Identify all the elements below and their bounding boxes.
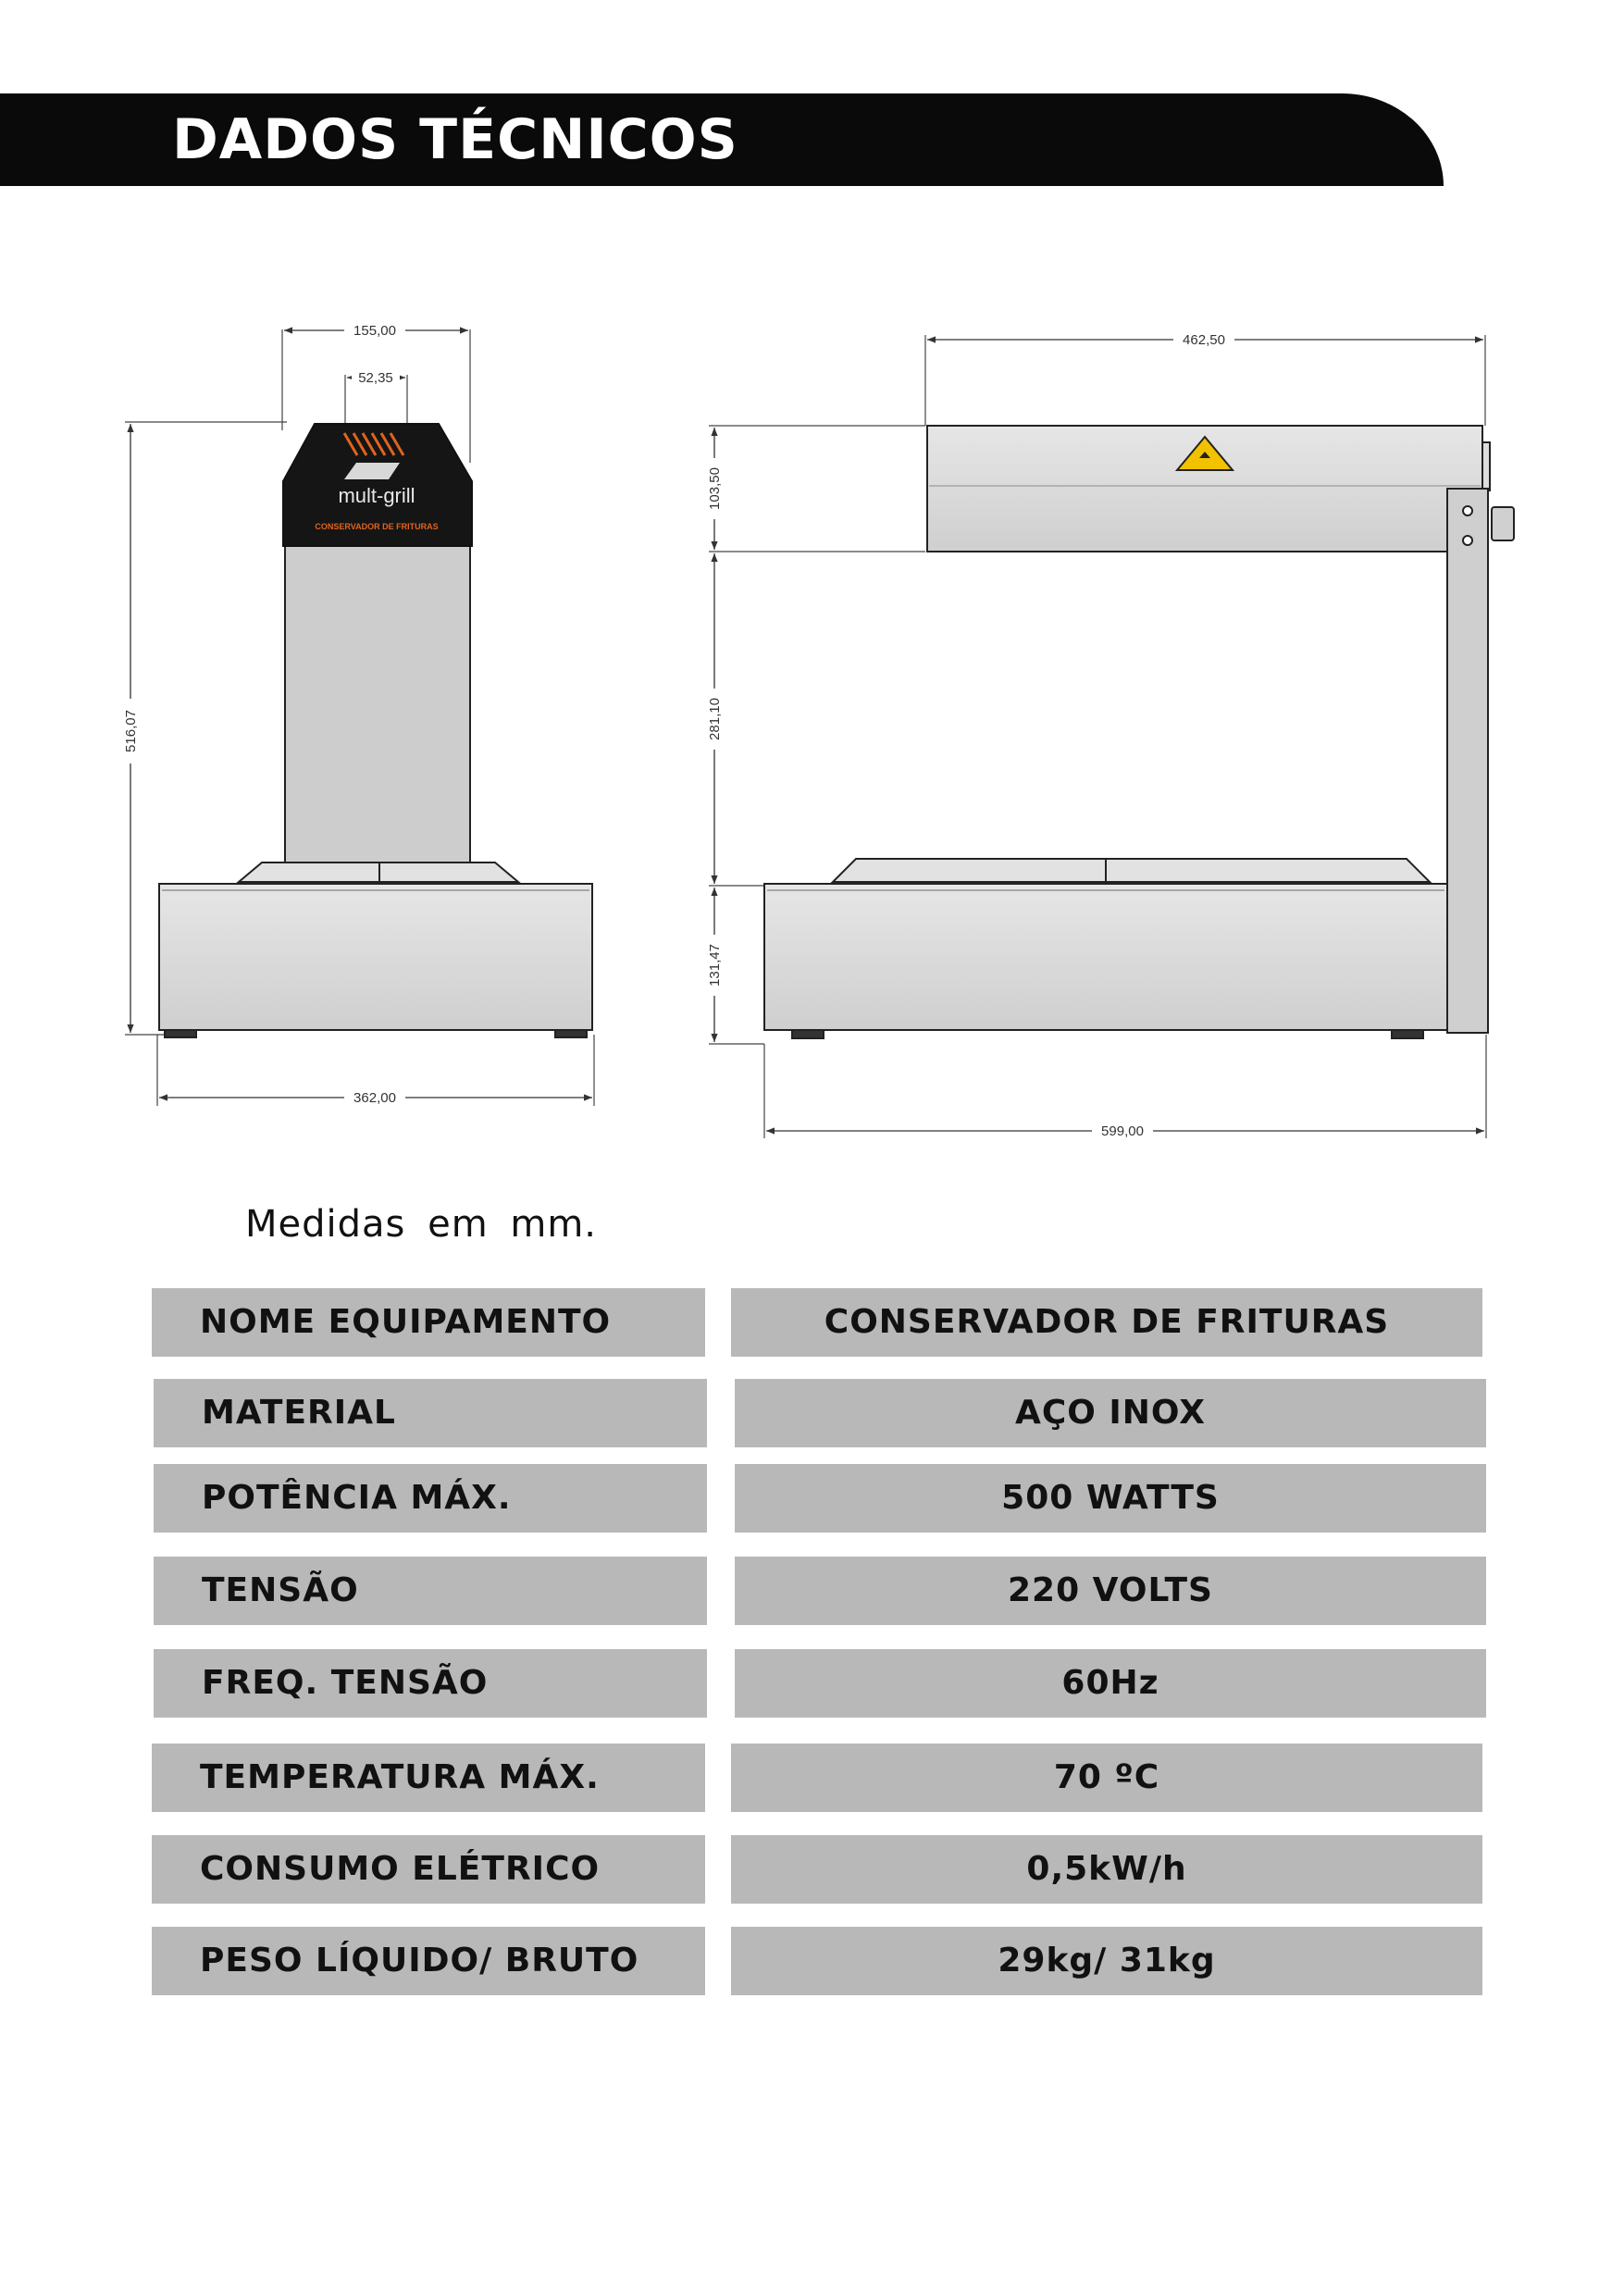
dim-front-base-width: 362,00	[353, 1090, 396, 1106]
spec-label-max-power: POTÊNCIA MÁX.	[154, 1464, 707, 1533]
dim-side-base-width: 599,00	[1101, 1123, 1144, 1139]
dim-side-top-width: 462,50	[1183, 332, 1225, 348]
spec-value-equipment-name: CONSERVADOR DE FRITURAS	[731, 1288, 1482, 1357]
spec-label-power-consumption: CONSUMO ELÉTRICO	[152, 1835, 705, 1904]
spec-value-power-consumption: 0,5kW/h	[731, 1835, 1482, 1904]
spec-label-frequency: FREQ. TENSÃO	[154, 1649, 707, 1718]
page-title: DADOS TÉCNICOS	[172, 107, 738, 172]
dim-front-top-width: 155,00	[353, 323, 396, 339]
spec-value-max-temperature: 70 ºC	[731, 1744, 1482, 1812]
spec-value-material: AÇO INOX	[735, 1379, 1486, 1447]
logo-subtitle: CONSERVADOR DE FRITURAS	[315, 522, 439, 531]
dim-front-label-width: 52,35	[358, 370, 393, 386]
spec-value-max-power: 500 WATTS	[735, 1464, 1486, 1533]
dim-side-base-height: 131,47	[707, 944, 723, 987]
spec-label-max-temperature: TEMPERATURA MÁX.	[152, 1744, 705, 1812]
spec-label-material: MATERIAL	[154, 1379, 707, 1447]
dim-side-hood-height: 103,50	[707, 467, 723, 510]
spec-value-weight: 29kg/ 31kg	[731, 1927, 1482, 1995]
spec-value-frequency: 60Hz	[735, 1649, 1486, 1718]
units-note: Medidas em mm.	[245, 1203, 598, 1246]
front-view	[125, 329, 594, 1106]
spec-label-weight: PESO LÍQUIDO/ BRUTO	[152, 1927, 705, 1995]
side-view	[709, 335, 1514, 1138]
logo-text: mult-grill	[338, 484, 415, 507]
dim-side-gap-height: 281,10	[707, 698, 723, 740]
spec-label-voltage: TENSÃO	[154, 1557, 707, 1625]
spec-label-equipment-name: NOME EQUIPAMENTO	[152, 1288, 705, 1357]
dim-front-total-height: 516,07	[123, 710, 139, 752]
spec-value-voltage: 220 VOLTS	[735, 1557, 1486, 1625]
